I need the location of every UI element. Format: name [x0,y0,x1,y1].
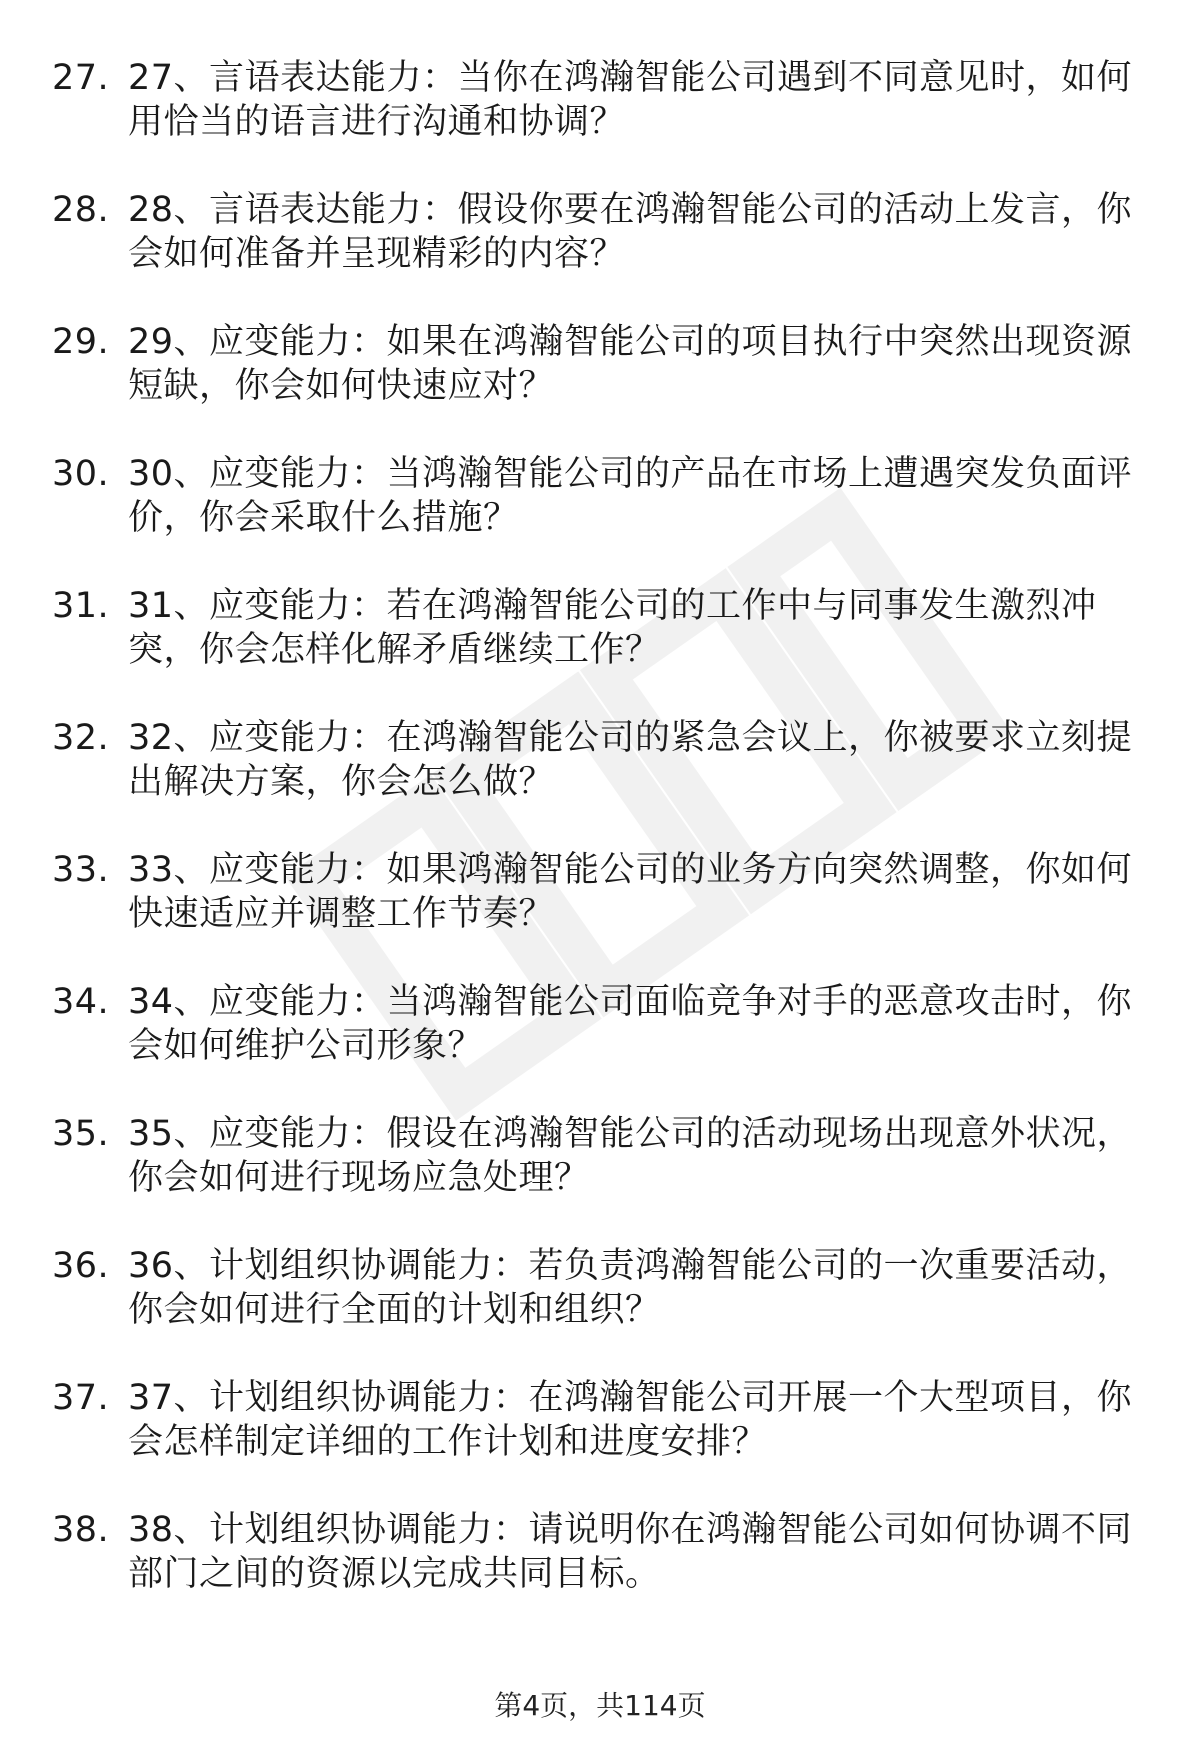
question-text [128,584,1148,672]
list-item [0,848,1200,932]
list-item [0,188,1200,272]
question-line: 会怎样制定详细的工作计划和进度安排？ [128,1422,768,1462]
question-number: 35. [52,1114,110,1154]
question-line: 31、应变能力：若在鸿瀚智能公司的工作中与同事发生激烈冲 [128,586,1097,626]
question-line: 27、言语表达能力：当你在鸿瀚智能公司遇到不同意见时，如何 [128,58,1133,98]
list-item [0,1376,1200,1460]
question-line: 突，你会怎样化解矛盾继续工作？ [128,630,661,670]
list-item [0,320,1200,404]
question-number: 38. [52,1510,110,1550]
question-text [128,56,1148,144]
question-number: 36. [52,1246,110,1286]
list-item [0,980,1200,1064]
page-number-label: 第4页，共114页 [494,1689,706,1722]
question-line: 会如何维护公司形象？ [128,1026,484,1066]
question-text [128,320,1148,408]
question-line: 28、言语表达能力：假设你要在鸿瀚智能公司的活动上发言，你 [128,190,1133,230]
question-text [128,188,1148,276]
question-line: 短缺，你会如何快速应对？ [128,366,555,406]
question-line: 30、应变能力：当鸿瀚智能公司的产品在市场上遭遇突发负面评 [128,454,1133,494]
question-number: 31. [52,586,110,626]
list-item [0,716,1200,800]
list-item [0,1508,1200,1592]
question-line: 会如何准备并呈现精彩的内容？ [128,234,626,274]
question-text [128,452,1148,540]
question-line: 35、应变能力：假设在鸿瀚智能公司的活动现场出现意外状况， [128,1114,1133,1154]
question-number: 29. [52,322,110,362]
question-line: 34、应变能力：当鸿瀚智能公司面临竞争对手的恶意攻击时，你 [128,982,1133,1022]
list-item [0,452,1200,536]
question-line: 你会如何进行全面的计划和组织？ [128,1290,661,1330]
question-line: 快速适应并调整工作节奏？ [128,894,555,934]
question-text [128,716,1148,804]
question-line: 你会如何进行现场应急处理？ [128,1158,590,1198]
list-item [0,1244,1200,1328]
question-line: 部门之间的资源以完成共同目标。 [128,1554,661,1594]
question-number: 34. [52,982,110,1022]
question-line: 用恰当的语言进行沟通和协调？ [128,102,626,142]
question-line: 价，你会采取什么措施？ [128,498,519,538]
question-text [128,1508,1148,1596]
question-text [128,848,1148,936]
question-line: 36、计划组织协调能力：若负责鸿瀚智能公司的一次重要活动， [128,1246,1133,1286]
question-number: 32. [52,718,110,758]
question-text [128,1376,1148,1464]
question-number: 33. [52,850,110,890]
question-number: 37. [52,1378,110,1418]
list-item [0,1112,1200,1196]
question-line: 38、计划组织协调能力：请说明你在鸿瀚智能公司如何协调不同 [128,1510,1133,1550]
question-line: 出解决方案，你会怎么做？ [128,762,555,802]
question-line: 32、应变能力：在鸿瀚智能公司的紧急会议上，你被要求立刻提 [128,718,1133,758]
question-number: 27. [52,58,110,98]
question-line: 29、应变能力：如果在鸿瀚智能公司的项目执行中突然出现资源 [128,322,1133,362]
question-number: 30. [52,454,110,494]
question-number: 28. [52,190,110,230]
question-line: 33、应变能力：如果鸿瀚智能公司的业务方向突然调整，你如何 [128,850,1133,890]
question-text [128,980,1148,1068]
page-footer [0,1688,1200,1724]
question-text [128,1244,1148,1332]
list-item [0,56,1200,140]
list-item [0,584,1200,668]
question-text [128,1112,1148,1200]
question-line: 37、计划组织协调能力：在鸿瀚智能公司开展一个大型项目，你 [128,1378,1133,1418]
question-list [0,56,1200,1640]
